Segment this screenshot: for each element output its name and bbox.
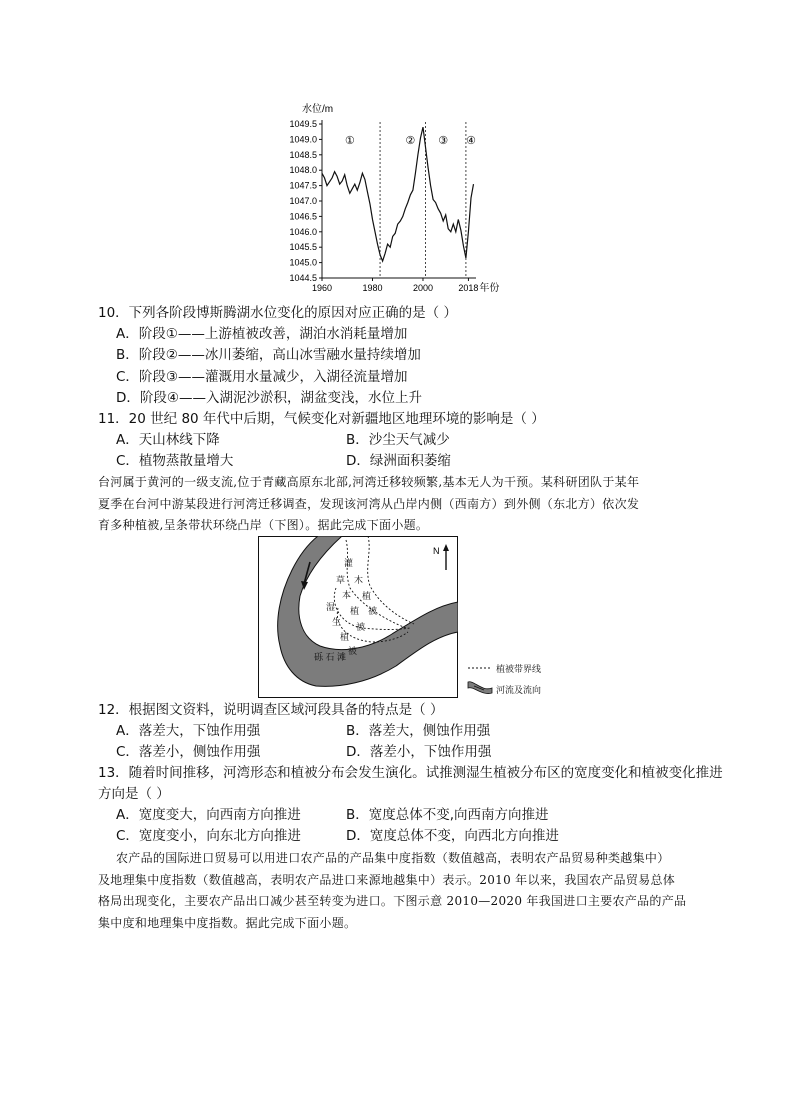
stage-label: ③ xyxy=(438,135,449,147)
x-tick-label: 1960 xyxy=(311,283,333,293)
y-tick-label: 1049.5 xyxy=(289,119,317,129)
passage1-line-2: 夏季在台河中游某段进行河湾迁移调查，发现该河湾从凸岸内侧（西南方）到外侧（东北方）依次发 xyxy=(98,497,640,511)
y-tick-label: 1048.5 xyxy=(289,149,317,160)
y-tick-label: 1044.5 xyxy=(289,273,317,283)
y-tick-label: 1046.0 xyxy=(289,226,317,237)
y-tick-label: 1049.0 xyxy=(289,134,317,145)
herb-label-1: 草 xyxy=(336,575,346,585)
q13-stem-line-1: 13．随着时间推移，河湾形态和植被分布会发生演化。试推测湿生植被分布区的宽度变化和植被变化推进 xyxy=(98,765,723,781)
y-tick-label: 1046.5 xyxy=(289,211,317,222)
q11-option-b: B．沙尘天气减少 xyxy=(346,432,450,448)
passage2-line-3: 格局出现变化，主要农产品出口减少甚至转变为进口。下图示意 2010—2020 年我国进口主要农产品的产品 xyxy=(98,894,687,908)
x-axis-label: 年份 xyxy=(479,283,500,294)
y-axis-label: 水位/m xyxy=(302,104,334,115)
herb-label-2: 本 xyxy=(342,590,352,600)
series-line xyxy=(322,127,474,261)
q12-option-c: C．落差小，侧蚀作用强 xyxy=(116,744,261,760)
shrub-label-2: 木 xyxy=(354,575,364,585)
q13-stem-line-2: 方向是（ ） xyxy=(98,786,170,802)
wet-label-1: 湿 xyxy=(326,602,336,612)
q13-option-b: B．宽度总体不变,向西南方向推进 xyxy=(346,807,549,823)
q13-option-a: A．宽度变大，向西南方向推进 xyxy=(116,807,301,823)
q12-option-a: A．落差大，下蚀作用强 xyxy=(116,723,261,739)
q10-option-d: D．阶段④——入湖泥沙淤积，湖盆变浅，水位上升 xyxy=(116,390,422,406)
passage2-line-4: 集中度和地理集中度指数。据此完成下面小题。 xyxy=(98,916,357,930)
passage1-line-1: 台河属于黄河的一级支流,位于青藏高原东北部,河湾迁移较频繁,基本无人为干预。某科研团队于某年 xyxy=(98,475,640,489)
q11-stem: 11．20 世纪 80 年代中后期，气候变化对新疆地区地理环境的影响是（ ） xyxy=(98,411,545,427)
q10-option-a: A．阶段①——上游植被改善，湖泊水消耗量增加 xyxy=(116,326,408,342)
gravel-beach-label: 砾 石 滩 xyxy=(314,652,347,662)
q10-option-b: B．阶段②——冰川萎缩，高山冰雪融水量持续增加 xyxy=(116,347,421,363)
passage1-line-3: 育多种植被,呈条带状环绕凸岸（下图）。据此完成下面小题。 xyxy=(98,518,429,532)
passage2-line-1: 农产品的国际进口贸易可以用进口农产品的产品集中度指数（数值越高，表明农产品贸易种类越集中） xyxy=(116,851,670,865)
legend-boundary-label: 植被带界线 xyxy=(496,665,542,675)
x-tick-label: 2018 xyxy=(458,283,479,293)
q11-option-d: D．绿洲面积萎缩 xyxy=(346,453,451,469)
q13-option-d: D．宽度总体不变，向西北方向推进 xyxy=(346,828,559,844)
wet-label-3: 植 xyxy=(340,632,350,642)
north-label: N xyxy=(433,546,440,556)
q11-option-c: C．植物蒸散量增大 xyxy=(116,453,234,469)
y-tick-label: 1045.0 xyxy=(289,257,317,268)
herb-label-3: 植 xyxy=(350,606,360,616)
y-tick-label: 1047.0 xyxy=(289,196,317,206)
q12-option-b: B．落差大，侧蚀作用强 xyxy=(346,723,491,739)
shrub-label-3: 植 xyxy=(362,591,372,601)
passage2-line-2: 及地理集中度指数（数值越高，表明农产品进口来源地越集中）表示。2010 年以来，我国农产品贸易总体 xyxy=(98,873,676,887)
y-tick-labels xyxy=(289,119,317,283)
shrub-label-4: 被 xyxy=(368,606,378,616)
x-tick-label: 1980 xyxy=(362,283,383,293)
q11-option-a: A．天山林线下降 xyxy=(116,432,220,448)
shrub-label-1: 灌 xyxy=(344,558,354,568)
q12-option-d: D．落差小，下蚀作用强 xyxy=(346,744,492,760)
stage-label: ④ xyxy=(466,135,476,147)
q10-option-c: C．阶段③——灌溉用水量减少，入湖径流量增加 xyxy=(116,369,408,385)
stage-label: ① xyxy=(344,135,355,147)
y-tick-label: 1045.5 xyxy=(289,242,317,253)
map-legend-symbols xyxy=(466,660,496,696)
x-tick-labels xyxy=(312,283,478,293)
legend-river-symbol xyxy=(468,682,492,694)
q13-option-c: C．宽度变小，向东北方向推进 xyxy=(116,828,301,844)
y-tick-label: 1047.5 xyxy=(289,180,317,191)
q12-stem: 12．根据图文资料，说明调查区域河段具备的特点是（ ） xyxy=(98,702,444,718)
stage-dividers xyxy=(380,122,466,278)
wet-label-2: 生 xyxy=(332,617,342,627)
river-bend-map xyxy=(258,536,458,698)
legend-river-label: 河流及流向 xyxy=(496,686,542,696)
q10-stem: 10．下列各阶段博斯腾湖水位变化的原因对应正确的是（ ） xyxy=(98,305,457,321)
x-tick-label: 2000 xyxy=(412,283,433,293)
lake-water-level-chart xyxy=(280,98,512,296)
chart-axes xyxy=(319,120,476,281)
y-tick-label: 1048.0 xyxy=(289,165,317,176)
wet-label-4: 被 xyxy=(348,646,358,656)
stage-label: ② xyxy=(405,135,416,147)
stage-labels xyxy=(345,135,476,147)
herb-label-4: 被 xyxy=(356,622,366,632)
